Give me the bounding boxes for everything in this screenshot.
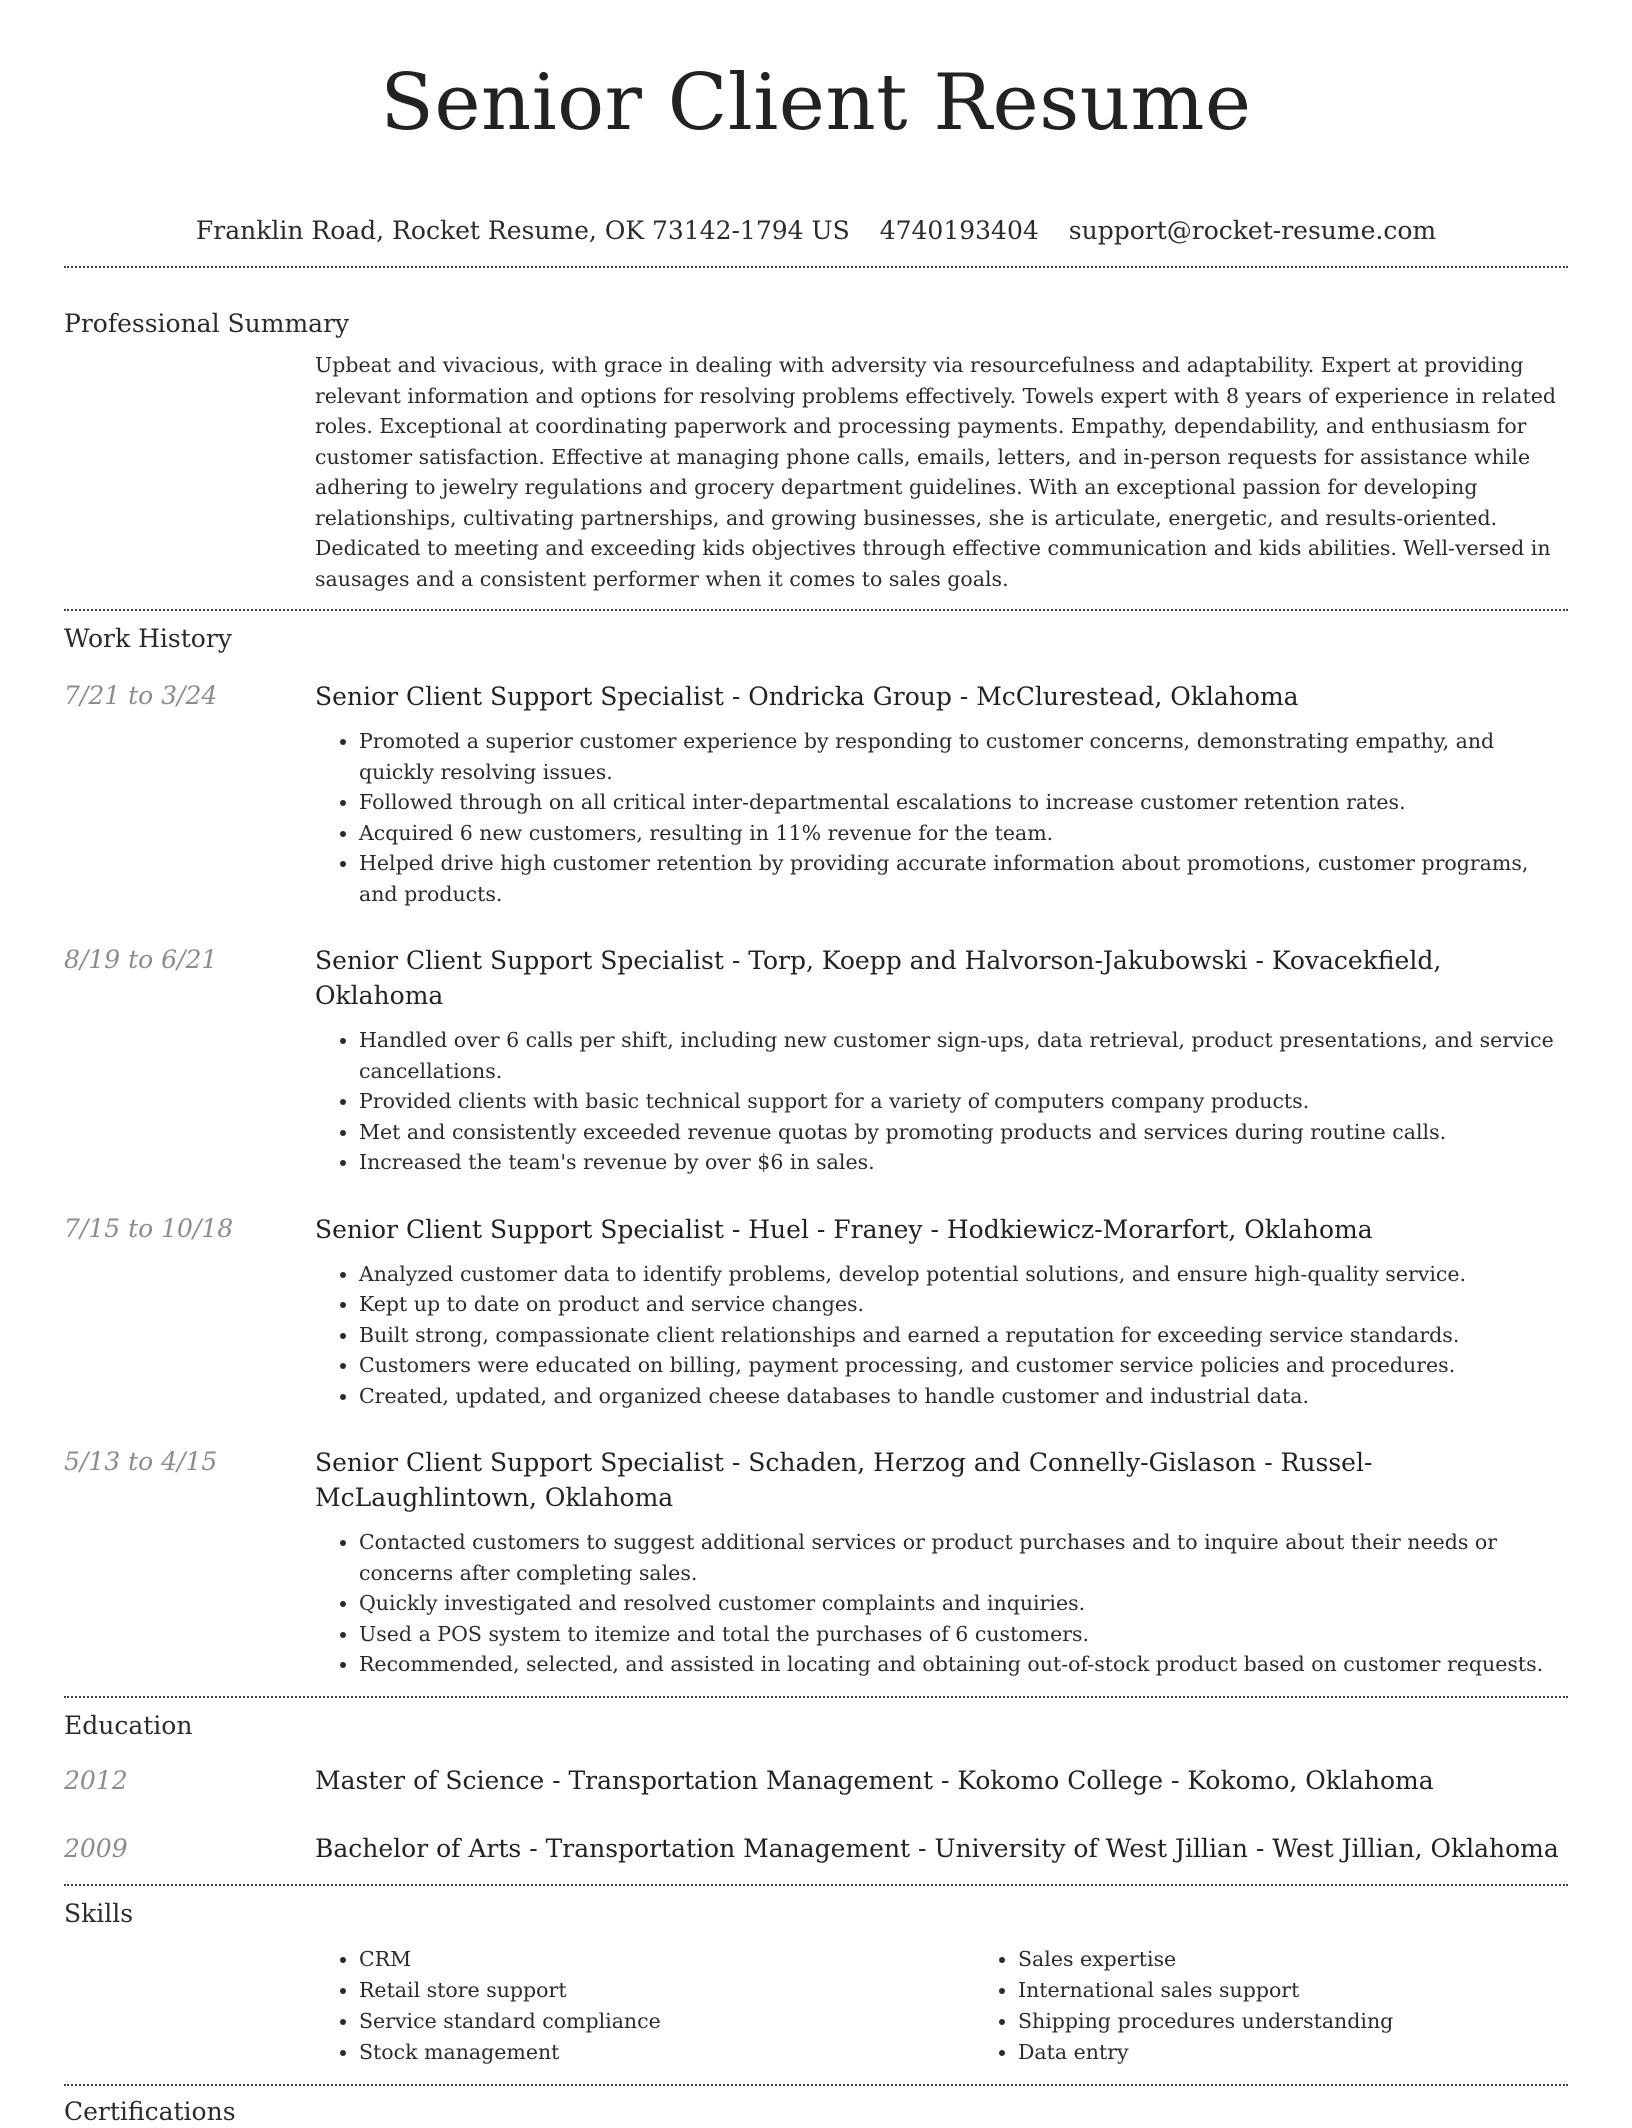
job-title: Senior Client Support Specialist - Huel - Franey - Hodkiewicz-Morarfort, Oklahoma <box>315 1214 1373 1244</box>
job-bullet: • Increased the team's revenue by over $6 in sales. <box>359 1147 1568 1178</box>
skill-item: • Service standard compliance <box>359 2006 974 2037</box>
job-bullets <box>315 1259 1568 1412</box>
job-bullet: • Customers were educated on billing, payment processing, and customer service policies and procedures. <box>359 1350 1568 1381</box>
job-bullets <box>315 726 1568 909</box>
section-divider <box>64 609 1568 611</box>
section-divider <box>64 266 1568 268</box>
job-bullet: • Helped drive high customer retention by providing accurate information about promotions, customer programs, and products. <box>359 848 1568 909</box>
education-entry <box>64 1832 1568 1866</box>
job-bullet: • Followed through on all critical inter-departmental escalations to increase customer retention rates. <box>359 787 1568 818</box>
job-bullet: • Acquired 6 new customers, resulting in 11% revenue for the team. <box>359 818 1568 849</box>
skills-list <box>315 1944 1632 2068</box>
job-title: Senior Client Support Specialist - Ondricka Group - McClurestead, Oklahoma <box>315 682 1299 711</box>
resume-title: Senior Client Resume <box>380 58 1252 148</box>
job-bullet: • Recommended, selected, and assisted in locating and obtaining out-of-stock product based on customer requests. <box>359 1649 1568 1680</box>
skills-column-right <box>974 1944 1632 2068</box>
skill-item: • Retail store support <box>359 1975 974 2006</box>
job-bullet: • Promoted a superior customer experience by responding to customer concerns, demonstrating empathy, and quickly resolving issues. <box>359 726 1568 787</box>
skill-item: • Stock management <box>359 2037 974 2068</box>
skills-heading: Skills <box>64 1898 134 1928</box>
education-title: Bachelor of Arts - Transportation Management - University of West Jillian - West Jillian, Oklahoma <box>315 1833 1559 1863</box>
certifications-heading: Certifications <box>64 2096 236 2126</box>
contact-email: support@rocket-resume.com <box>1068 216 1437 245</box>
skill-item: • Sales expertise <box>1018 1944 1632 1975</box>
job-dates: 8/19 to 6/21 <box>64 945 218 974</box>
job-title: Senior Client Support Specialist - Schaden, Herzog and Connelly-Gislason - Russel-McLaughlintown, Oklahoma <box>315 1448 1373 1512</box>
job-bullet: • Created, updated, and organized cheese databases to handle customer and industrial data. <box>359 1381 1568 1412</box>
section-divider <box>64 1696 1568 1698</box>
job-entry <box>64 943 1568 1178</box>
education-entry <box>64 1764 1568 1798</box>
job-bullet: • Quickly investigated and resolved customer complaints and inquiries. <box>359 1588 1568 1619</box>
skill-item: • Shipping procedures understanding <box>1018 2006 1632 2037</box>
skills-column-left <box>315 1944 974 2068</box>
section-divider <box>64 1884 1568 1886</box>
skill-item: • CRM <box>359 1944 974 1975</box>
skill-item: • International sales support <box>1018 1975 1632 2006</box>
work-history-heading: Work History <box>64 624 232 653</box>
job-bullets <box>315 1527 1568 1680</box>
job-bullet: • Handled over 6 calls per shift, including new customer sign-ups, data retrieval, product presentations, and service cancellations. <box>359 1025 1568 1086</box>
skill-item: • Data entry <box>1018 2037 1632 2068</box>
education-heading: Education <box>64 1710 193 1740</box>
job-bullet: • Built strong, compassionate client relationships and earned a reputation for exceeding service standards. <box>359 1320 1568 1351</box>
education-title: Master of Science - Transportation Management - Kokomo College - Kokomo, Oklahoma <box>315 1765 1434 1795</box>
job-dates: 7/21 to 3/24 <box>64 681 218 710</box>
education-year: 2009 <box>64 1833 128 1863</box>
job-bullet: • Analyzed customer data to identify problems, develop potential solutions, and ensure high-quality service. <box>359 1259 1568 1290</box>
contact-address: Franklin Road, Rocket Resume, OK 73142-1794 US <box>195 216 850 245</box>
education-year: 2012 <box>64 1765 128 1795</box>
resume-page <box>64 0 1568 2128</box>
section-divider <box>64 2084 1568 2086</box>
job-bullets <box>315 1025 1568 1178</box>
job-bullet: • Kept up to date on product and service changes. <box>359 1289 1568 1320</box>
contact-line <box>64 214 1568 248</box>
job-entry <box>64 1212 1568 1412</box>
job-dates: 5/13 to 4/15 <box>64 1447 218 1476</box>
job-entry <box>64 1445 1568 1680</box>
skills-spacer <box>64 1944 315 2068</box>
job-bullet: • Provided clients with basic technical support for a variety of computers company products. <box>359 1086 1568 1117</box>
job-title: Senior Client Support Specialist - Torp, Koepp and Halvorson-Jakubowski - Kovacekfield, Oklahoma <box>315 946 1442 1010</box>
job-entry <box>64 679 1568 909</box>
job-bullet: • Contacted customers to suggest additional services or product purchases and to inquire about their needs or concerns after completing sales. <box>359 1527 1568 1588</box>
summary-spacer <box>64 350 315 594</box>
job-dates: 7/15 to 10/18 <box>64 1213 234 1243</box>
job-bullet: • Used a POS system to itemize and total the purchases of 6 customers. <box>359 1619 1568 1650</box>
job-bullet: • Met and consistently exceeded revenue quotas by promoting products and services during routine calls. <box>359 1117 1568 1148</box>
summary-heading: Professional Summary <box>64 309 350 338</box>
summary-text: Upbeat and vivacious, with grace in dealing with adversity via resourcefulness and adaptability. Expert at providing relevant information and options for resolving problems effectively. Towels expert with 8 years of experience in related roles. Exceptional at coordinating paperwork and processing payments. Empathy, dependability, and enthusiasm for customer satisfaction. Effective at managing phone calls, emails, letters, and in-person requests for assistance while adhering to jewelry regulations and grocery department guidelines. With an exceptional passion for developing relationships, cultivating partnerships, and growing businesses, she is articulate, energetic, and results-oriented. Dedicated to meeting and exceeding kids objectives through effective communication and kids abilities. Well-versed in sausages and a consistent performer when it comes to sales goals. <box>315 353 1556 591</box>
contact-phone: 4740193404 <box>879 216 1039 245</box>
